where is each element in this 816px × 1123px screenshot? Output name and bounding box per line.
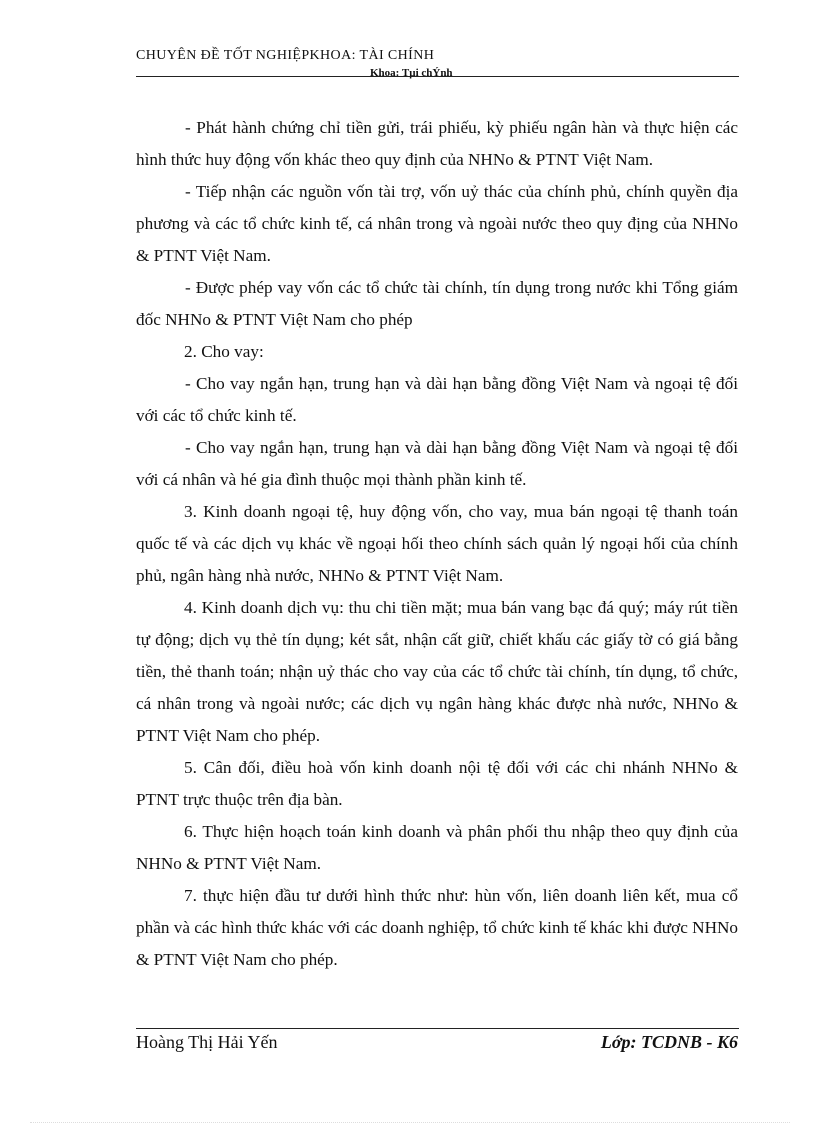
header-divider [136, 76, 739, 77]
footer-author: Hoàng Thị Hải Yến [136, 1032, 278, 1052]
paragraph-11: 7. thực hiện đầu tư dưới hình thức như: hùn vốn, liên doanh liên kết, mua cổ phần và các hình thức khác với các doanh nghiệp, tổ chức kinh tế khác khi được NHNo & PTNT Việt Nam cho phép. [136, 886, 738, 969]
paragraph-8: 4. Kinh doanh dịch vụ: thu chi tiền mặt; mua bán vang bạc đá quý; máy rút tiền tự động; dịch vụ thẻ tín dụng; két sắt, nhận cất giữ, chiết khấu các giấy tờ có giá bằng tiền, thẻ thanh toán; nhận uỷ thác cho vay của các tổ chức tài chính, tín dụng, tổ chức, cá nhân trong và ngoài nước; các dịch vụ ngân hàng khác được nhà nước, NHNo & PTNT Việt Nam cho phép. [136, 598, 738, 745]
paragraph-7: 3. Kinh doanh ngoại tệ, huy động vốn, cho vay, mua bán ngoại tệ thanh toán quốc tế và các dịch vụ khác về ngoại hối theo chính sách quản lý ngoại hối của chính phủ, ngân hàng nhà nước, NHNo & PTNT Việt Nam. [136, 502, 738, 585]
paragraph-6: - Cho vay ngắn hạn, trung hạn và dài hạn bằng đồng Việt Nam và ngoại tệ đối với cá nhân và hé gia đình thuộc mọi thành phần kinh tế. [136, 438, 738, 489]
footer-class-label: Lớp: TCDNB - K6 [600, 1032, 738, 1052]
header-overlay-text: Khoa: Tµi chÝnh [370, 67, 453, 79]
paragraph-3: - Được phép vay vốn các tổ chức tài chính, tín dụng trong nước khi Tổng giám đốc NHNo & PTNT Việt Nam cho phép [136, 278, 738, 329]
document-body [136, 112, 738, 976]
header-title: CHUYÊN ĐỀ TỐT NGHIỆPKHOA: TÀI CHÍNH [136, 48, 435, 63]
page-header [136, 48, 739, 79]
footer-divider [136, 1028, 739, 1029]
paragraph-10: 6. Thực hiện hoạch toán kinh doanh và phân phối thu nhập theo quy định của NHNo & PTNT Việt Nam. [136, 822, 738, 873]
section-heading-cho-vay: 2. Cho vay: [184, 342, 264, 361]
paragraph-2: - Tiếp nhận các nguồn vốn tài trợ, vốn uỷ thác của chính phủ, chính quyền địa phương và các tổ chức kinh tế, cá nhân trong và ngoài nước theo quy địng của NHNo & PTNT Việt Nam. [136, 182, 738, 265]
paragraph-5: - Cho vay ngắn hạn, trung hạn và dài hạn bằng đồng Việt Nam và ngoại tệ đối với các tổ chức kinh tế. [136, 374, 738, 425]
paragraph-9: 5. Cân đối, điều hoà vốn kinh doanh nội tệ đối với các chi nhánh NHNo & PTNT trực thuộc trên địa bàn. [136, 758, 738, 809]
paragraph-1: - Phát hành chứng chỉ tiền gửi, trái phiếu, kỳ phiếu ngân hàn và thực hiện các hình thức huy động vốn khác theo quy định của NHNo & PTNT Việt Nam. [136, 118, 738, 169]
